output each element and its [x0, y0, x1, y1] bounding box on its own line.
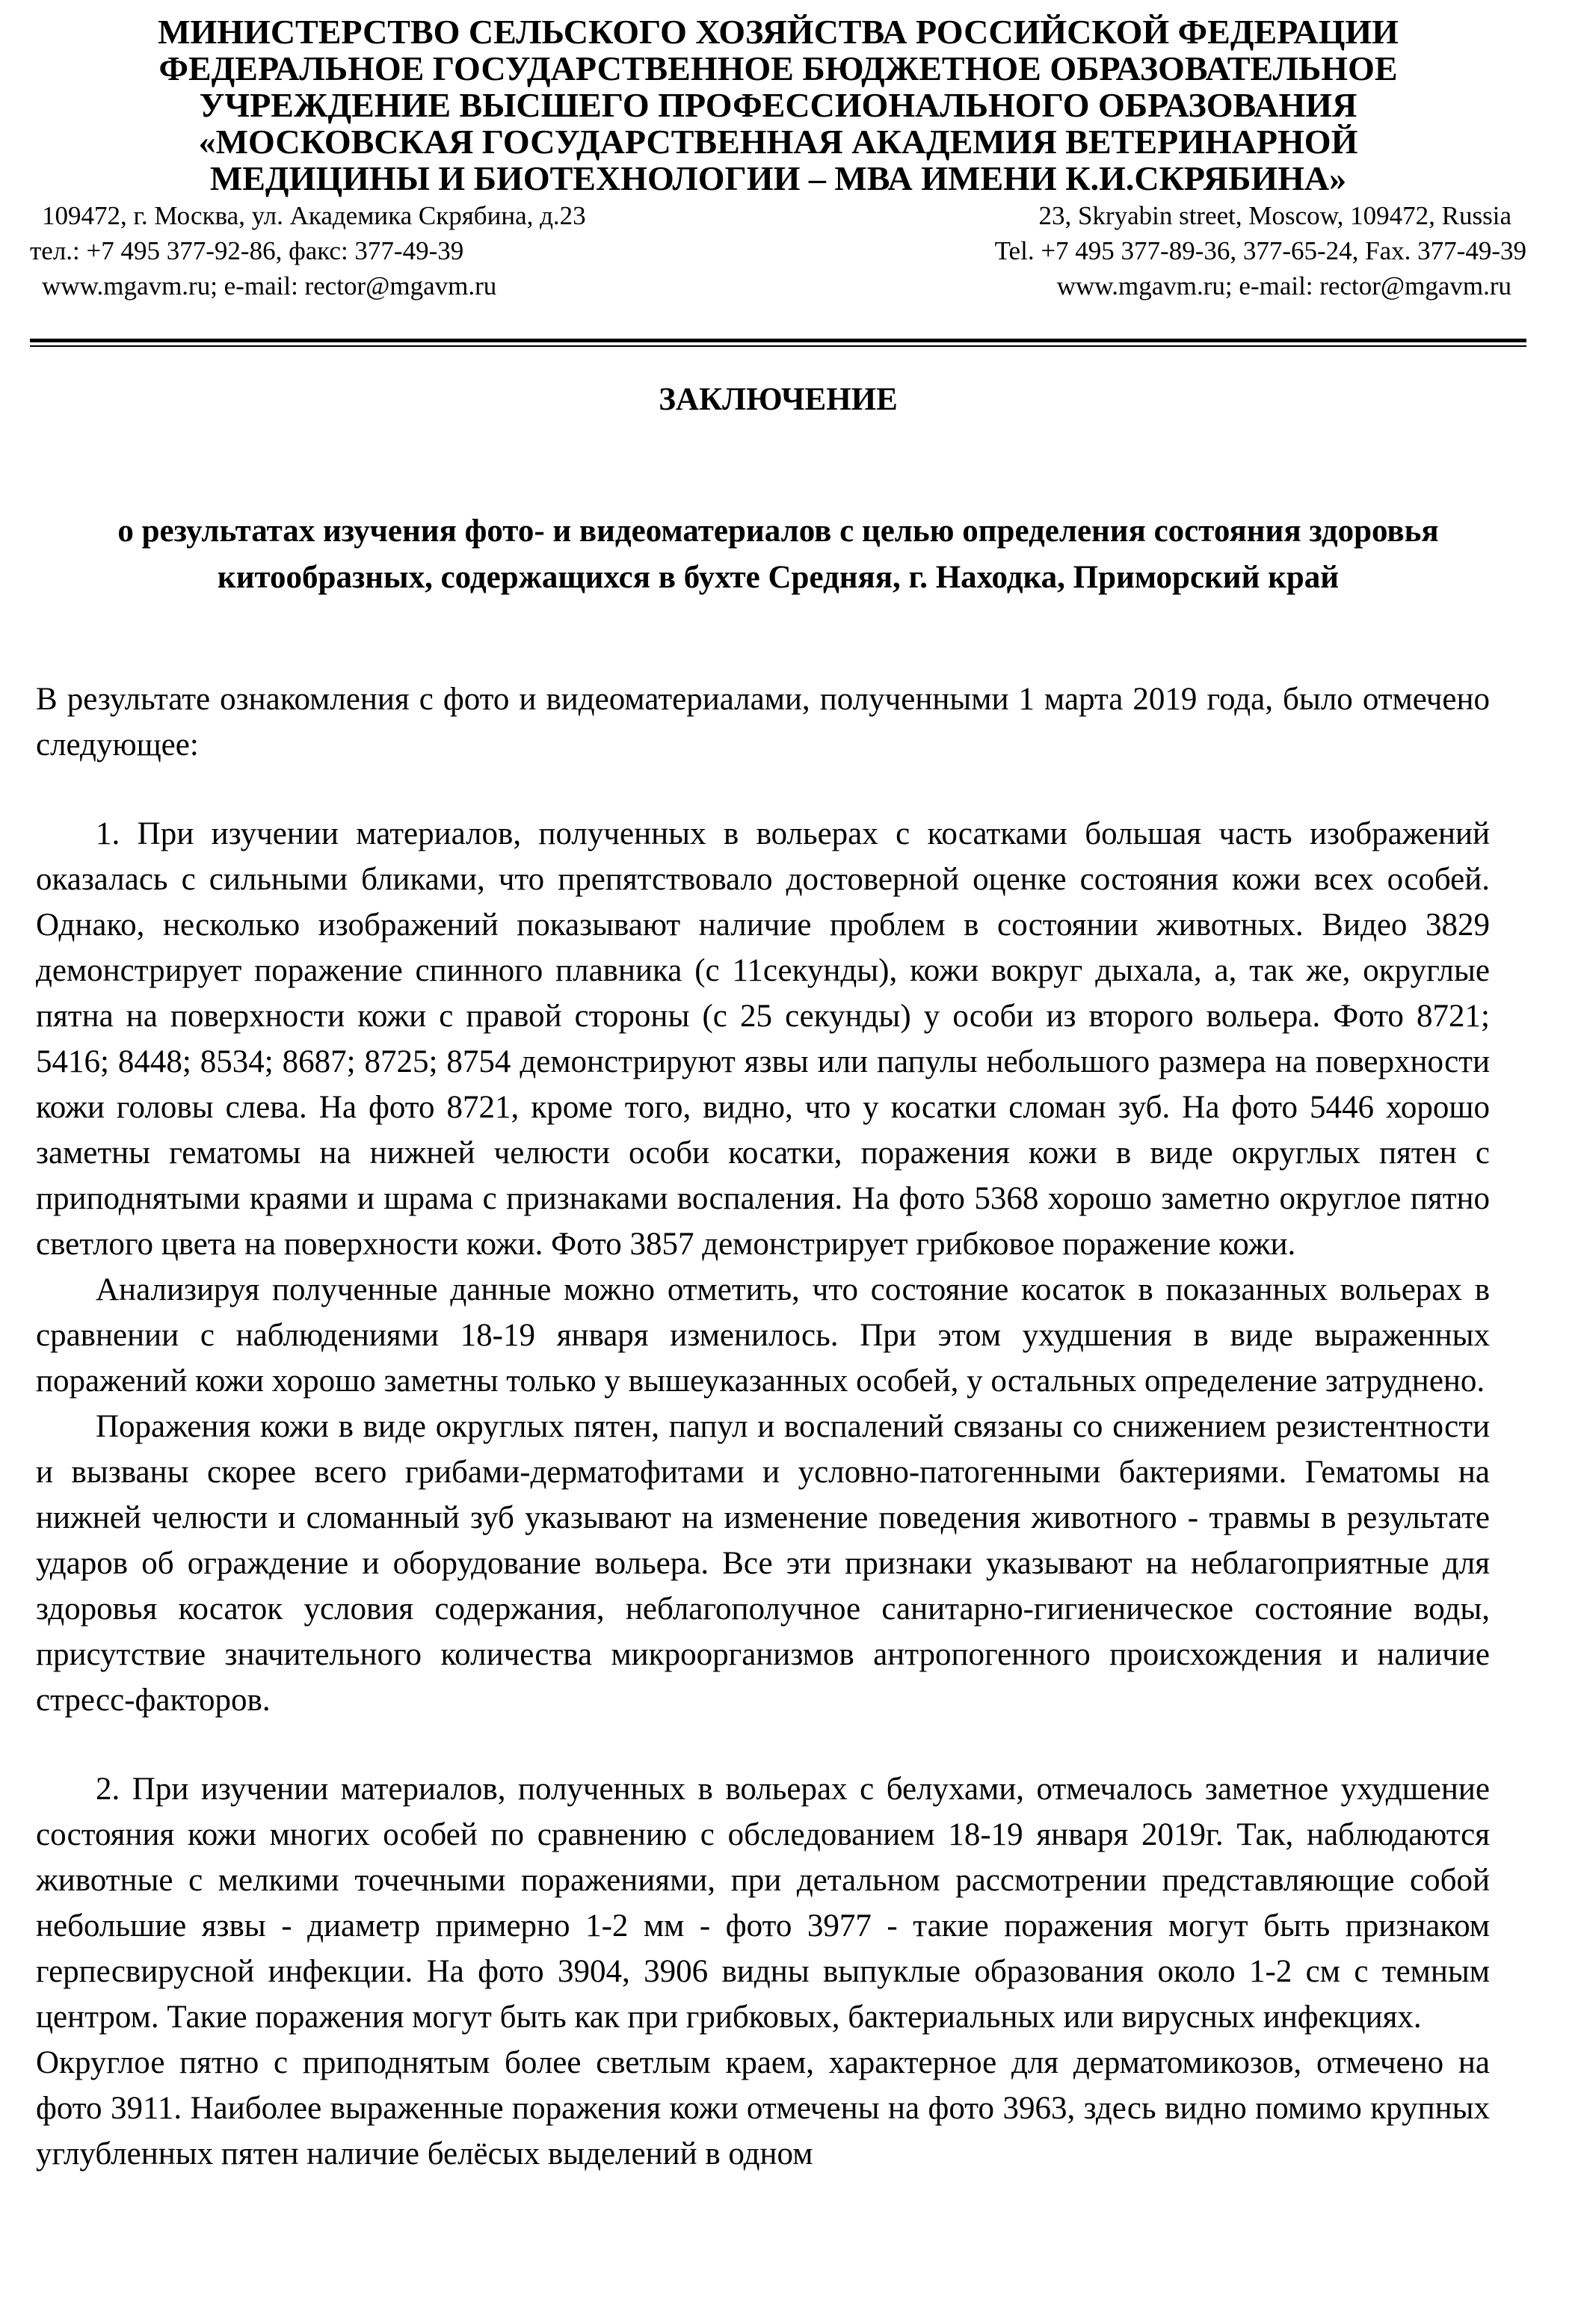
- paragraph-belugas-findings: 2. При изучении материалов, полученных в вольерах с белухами, отмечалось заметное ухудшение состояния кожи многих особей по сравнению с обследованием 18-19 января 2019г. Так, наблюдаются животные с мелкими точечными поражениями, при детальном рассмотрении представляющие собой небольшие язвы - диаметр примерно 1-2 мм - фото 3977 - такие поражения могут быть признаком герпесвирусной инфекции. На фото 3904, 3906 видны выпуклые образования около 1-2 см с темным центром. Такие поражения могут быть как при грибковых, бактериальных или вирусных инфекциях.: [36, 1772, 1490, 2035]
- contact-block: [30, 198, 1526, 303]
- letterhead-divider: [30, 339, 1526, 347]
- paragraph-intro: В результате ознакомления с фото и видеоматериалами, полученными 1 марта 2019 года, было отмечено следующее:: [36, 682, 1490, 762]
- web-row: [30, 268, 1526, 303]
- address-row: [30, 198, 1526, 233]
- organization-name: [30, 13, 1526, 197]
- org-line: «МОСКОВСКАЯ ГОСУДАРСТВЕННАЯ АКАДЕМИЯ ВЕТЕРИНАРНОЙ: [198, 123, 1358, 161]
- letterhead: [30, 13, 1526, 303]
- org-line: МИНИСТЕРСТВО СЕЛЬСКОГО ХОЗЯЙСТВА РОССИЙСКОЙ ФЕДЕРАЦИИ: [158, 13, 1399, 51]
- address-en: 23, Skryabin street, Moscow, 109472, Russia: [1038, 201, 1511, 230]
- document-title: ЗАКЛЮЧЕНИЕ: [659, 382, 898, 417]
- document-subtitle: о результатах изучения фото- и видеоматериалов с целью определения состояния здоровья китообразных, содержащихся в бухте Средняя, г. Находка, Приморский край: [117, 514, 1439, 595]
- phone-row: [30, 233, 1526, 268]
- paragraph-orcas-causes: Поражения кожи в виде округлых пятен, папул и воспалений связаны со снижением резистентности и вызваны скорее всего грибами-дерматофитами и условно-патогенными бактериями. Гематомы на нижней челюсти и сломанный зуб указывают на изменение поведения животного - травмы в результате ударов об ограждение и оборудование вольера. Все эти признаки указывают на неблагоприятные для здоровья косаток условия содержания, неблагополучное санитарно-гигиеническое состояние воды, присутствие значительного количества микроорганизмов антропогенного происхождения и наличие стресс-факторов.: [36, 1409, 1490, 1718]
- document-body: [36, 676, 1490, 2177]
- web-ru: www.mgavm.ru; e-mail: rector@mgavm.ru: [42, 271, 497, 300]
- paragraph-orcas-analysis: Анализируя полученные данные можно отметить, что состояние косаток в показанных вольерах в сравнении с наблюдениями 18-19 января изменилось. При этом ухудшения в виде выраженных поражений кожи хорошо заметны только у вышеуказанных особей, у остальных определение затруднено.: [36, 1272, 1490, 1399]
- address-ru: 109472, г. Москва, ул. Академика Скрябина, д.23: [42, 201, 586, 230]
- phone-ru: тел.: +7 495 377-92-86, факс: 377-49-39: [30, 236, 464, 265]
- org-line: УЧРЕЖДЕНИЕ ВЫСШЕГО ПРОФЕССИОНАЛЬНОГО ОБРАЗОВАНИЯ: [199, 86, 1357, 124]
- paragraph-orcas-findings: 1. При изучении материалов, полученных в вольерах с косатками большая часть изображений оказалась с сильными бликами, что препятствовало достоверной оценке состояния кожи всех особей. Однако, несколько изображений показывают наличие проблем в состоянии животных. Видео 3829 демонстрирует поражение спинного плавника (с 11секунды), кожи вокруг дыхала, а, так же, округлые пятна на поверхности кожи с правой стороны (с 25 секунды) у особи из второго вольера. Фото 8721; 5416; 8448; 8534; 8687; 8725; 8754 демонстрируют язвы или папулы небольшого размера на поверхности кожи головы слева. На фото 8721, кроме того, видно, что у косатки сломан зуб. На фото 5446 хорошо заметны гематомы на нижней челюсти особи косатки, поражения кожи в виде округлых пятен с приподнятыми краями и шрама с признаками воспаления. На фото 5368 хорошо заметно округлое пятно светлого цвета на поверхности кожи. Фото 3857 демонстрирует грибковое поражение кожи.: [36, 816, 1490, 1262]
- paragraph-belugas-continued: Округлое пятно с приподнятым более светлым краем, характерное для дерматомикозов, отмечено на фото 3911. Наиболее выраженные поражения кожи отмечены на фото 3963, здесь видно помимо крупных углубленных пятен наличие белёсых выделений в одном: [36, 2045, 1490, 2172]
- org-line: ФЕДЕРАЛЬНОЕ ГОСУДАРСТВЕННОЕ БЮДЖЕТНОЕ ОБРАЗОВАТЕЛЬНОЕ: [158, 49, 1398, 87]
- web-en: www.mgavm.ru; e-mail: rector@mgavm.ru: [1056, 271, 1511, 300]
- org-line: МЕДИЦИНЫ И БИОТЕХНОЛОГИИ – МВА ИМЕНИ К.И.СКРЯБИНА»: [209, 159, 1347, 197]
- phone-en: Tel. +7 495 377-89-36, 377-65-24, Fax. 377-49-39: [994, 236, 1526, 265]
